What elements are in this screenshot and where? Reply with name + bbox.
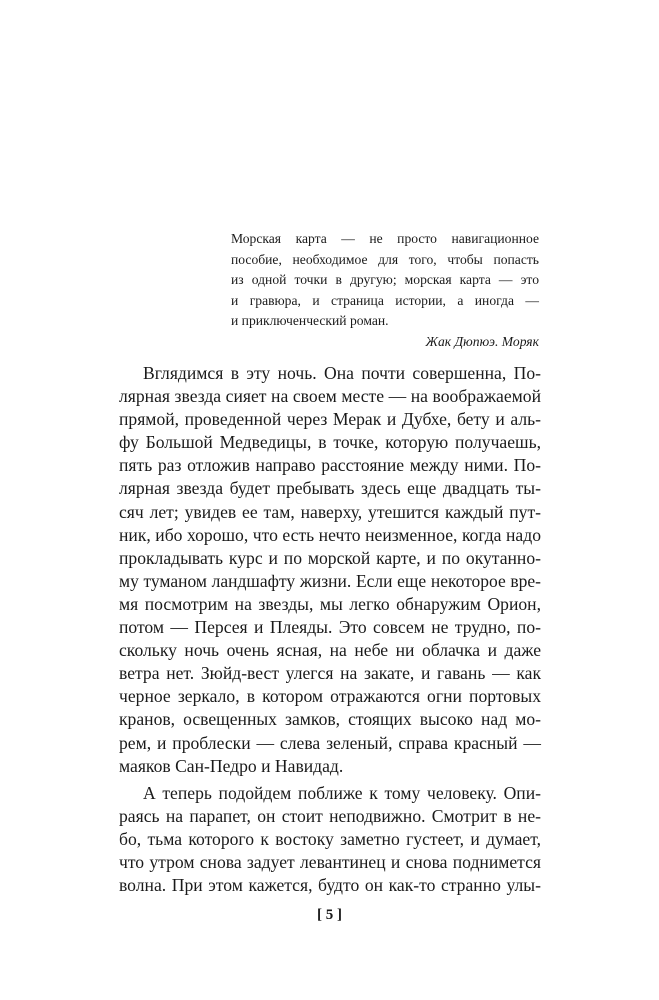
- text-line: пять раз отложив направо расстояние между ними. По-: [119, 455, 541, 476]
- epigraph-line: из одной точки в другую; морская карта — это: [231, 272, 539, 288]
- text-line: прокладывать курс и по морской карте, и по окутанно-: [119, 547, 541, 568]
- paragraph-1: [119, 362, 541, 778]
- text-line: скольку ночь очень ясная, на небе ни облачка и даже: [119, 640, 541, 661]
- epigraph-line: пособие, необходимое для того, чтобы попасть: [231, 251, 539, 267]
- text-line: ветра нет. Зюйд-вест улегся на закате, и гавань — как: [119, 663, 541, 684]
- text-line: лярная звезда сияет на своем месте — на воображаемой: [119, 386, 541, 407]
- epigraph-line: и приключенческий роман.: [231, 313, 389, 329]
- text-line: волна. При этом кажется, будто он как-то странно улы-: [119, 875, 541, 896]
- text-line: потом — Персея и Плеяды. Это совсем не трудно, по-: [119, 617, 541, 638]
- text-line: мя посмотрим на звезды, мы легко обнаружим Орион,: [119, 593, 541, 614]
- text-line: маяков Сан-Педро и Навидад.: [119, 755, 344, 776]
- text-line: А теперь подойдем поближе к тому человеку. Опи-: [143, 782, 541, 803]
- epigraph-line: и гравюра, и страница истории, а иногда —: [231, 292, 539, 308]
- text-line: фу Большой Медведицы, в точке, которую получаешь,: [119, 432, 541, 453]
- body-text: [119, 362, 541, 897]
- text-line: прямой, проведенной через Мерак и Дубхе, бету и аль-: [119, 409, 541, 430]
- text-line: кранов, освещенных замков, стоящих высоко над мо-: [119, 709, 541, 730]
- text-line: сяч лет; увидев ее там, наверху, утешится каждый пут-: [119, 501, 541, 522]
- text-line: черное зеркало, в котором отражаются огни портовых: [119, 686, 541, 707]
- text-line: Вглядимся в эту ночь. Она почти совершенна, По-: [143, 363, 541, 383]
- epigraph: [231, 229, 539, 353]
- text-line: му туманом ландшафту жизни. Если еще некоторое вре-: [119, 570, 541, 591]
- text-line: ник, ибо хорошо, что есть нечто неизменное, когда надо: [119, 524, 541, 545]
- text-line: бо, тьма которого к востоку заметно густеет, и думает,: [119, 828, 541, 849]
- text-line: раясь на парапет, он стоит неподвижно. Смотрит в не-: [119, 805, 541, 826]
- epigraph-line: Морская карта — не просто навигационное: [231, 231, 539, 246]
- text-line: лярная звезда будет пребывать здесь еще двадцать ты-: [119, 478, 541, 499]
- text-line: рем, и проблески — слева зеленый, справа красный —: [119, 732, 541, 753]
- page-number: [ 5 ]: [317, 907, 342, 923]
- text-line: что утром снова задует левантинец и снова поднимется: [119, 851, 541, 872]
- epigraph-attribution: Жак Дюпюэ. Моряк: [425, 333, 539, 349]
- paragraph-2: [119, 782, 541, 897]
